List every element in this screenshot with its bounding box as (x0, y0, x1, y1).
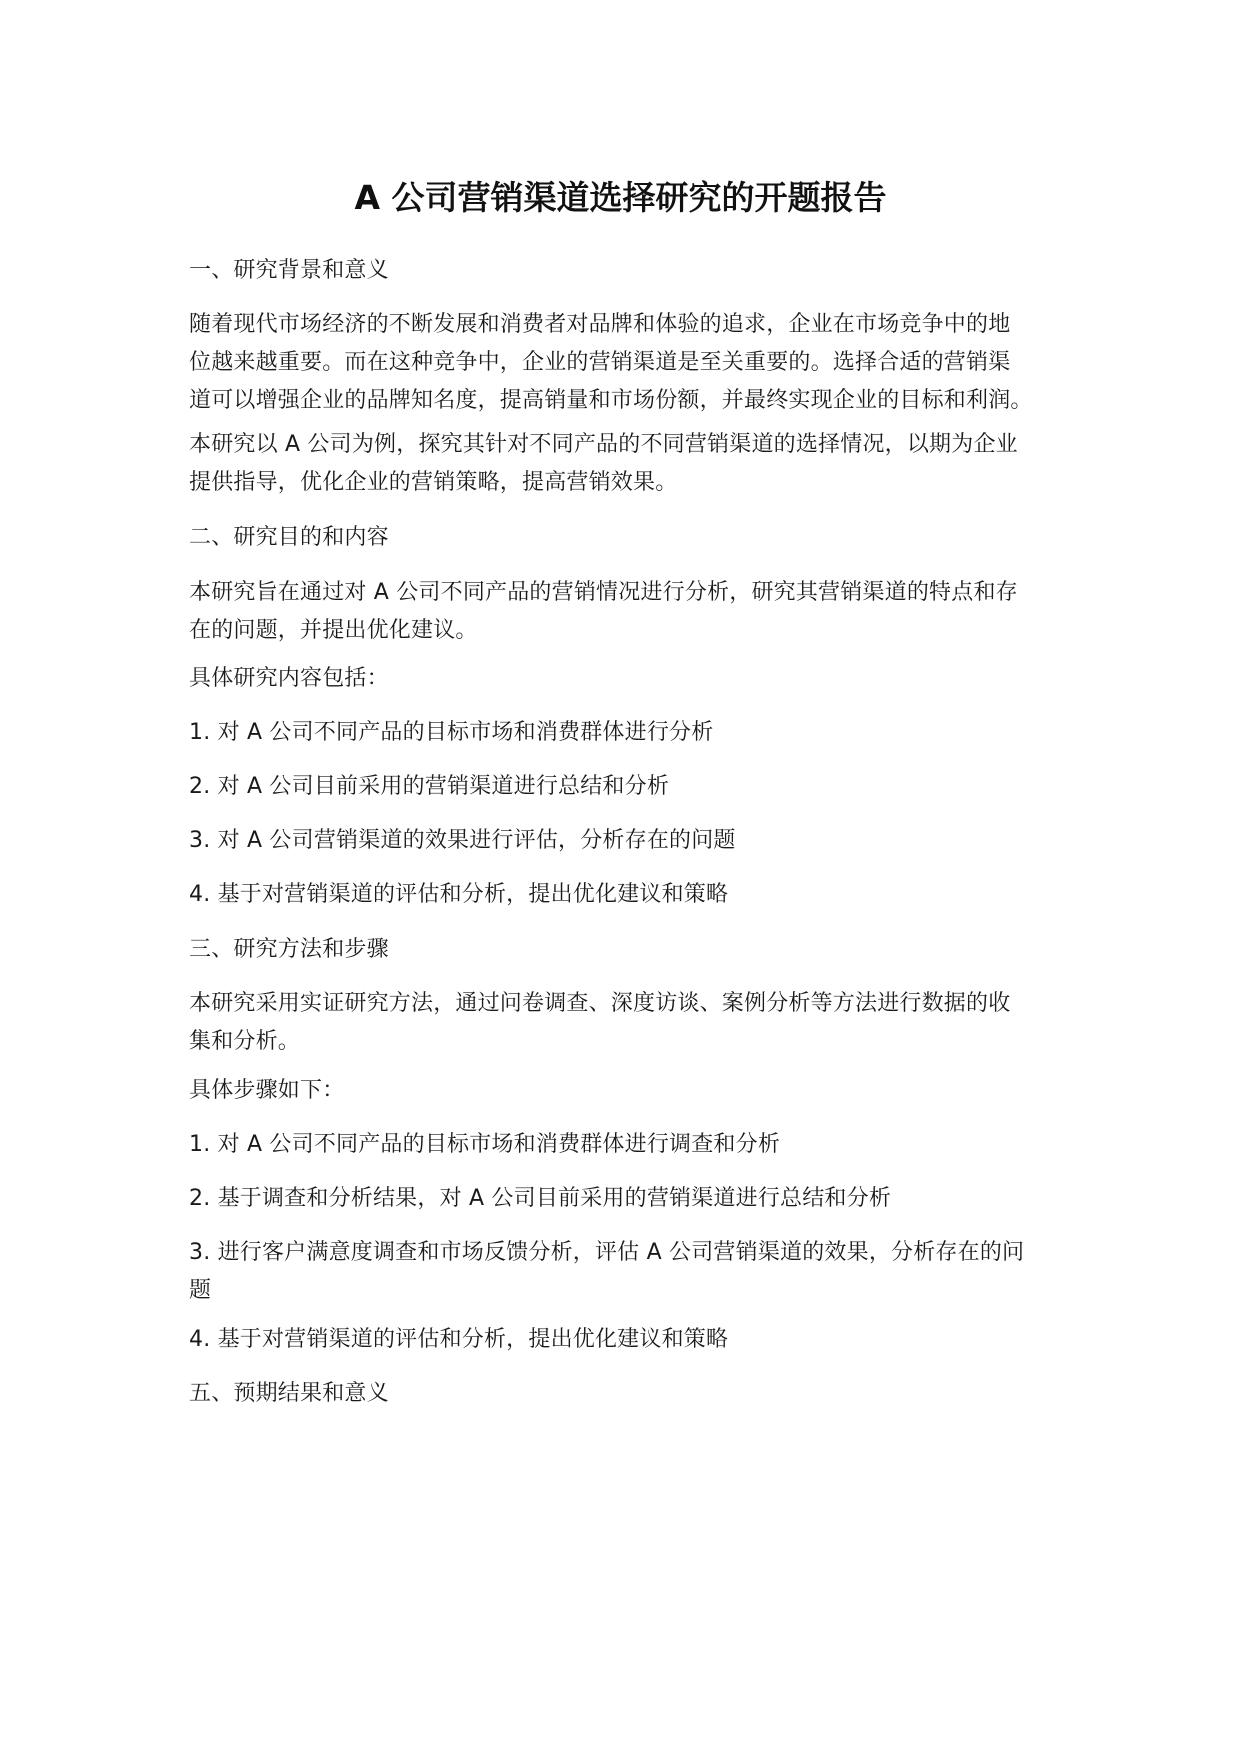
section-heading-background: 一、研究背景和意义 (189, 258, 389, 283)
section-heading-expected-results: 五、预期结果和意义 (189, 1381, 389, 1406)
list-item-step-2: 2. 基于调查和分析结果，对 A 公司目前采用的营销渠道进行总结和分析 (189, 1186, 892, 1211)
paragraph-methods: 本研究采用实证研究方法，通过问卷调查、深度访谈、案例分析等方法进行数据的收 集和分析。 (189, 991, 1011, 1054)
paragraph-background: 随着现代市场经济的不断发展和消费者对品牌和体验的追求，企业在市场竞争中的地 位越来越重要。而在这种竞争中，企业的营销渠道是至关重要的。选择合适的营销渠 道可以增强企业的品牌知名度，提高销量和市场份额，并最终实现企业的目标和利润。 (189, 312, 1033, 413)
list-item-content-3: 3. 对 A 公司营销渠道的效果进行评估，分析存在的问题 (189, 828, 736, 853)
list-item-content-1: 1. 对 A 公司不同产品的目标市场和消费群体进行分析 (189, 720, 714, 745)
paragraph-content-intro: 具体研究内容包括： (189, 666, 389, 691)
paragraph-objectives: 本研究旨在通过对 A 公司不同产品的营销情况进行分析，研究其营销渠道的特点和存 在的问题，并提出优化建议。 (189, 580, 1018, 643)
paragraph-research-scope: 本研究以 A 公司为例，探究其针对不同产品的不同营销渠道的选择情况，以期为企业 提供指导，优化企业的营销策略，提高营销效果。 (189, 432, 1018, 495)
paragraph-steps-intro: 具体步骤如下： (189, 1078, 345, 1103)
list-item-content-2: 2. 对 A 公司目前采用的营销渠道进行总结和分析 (189, 774, 670, 799)
document-title: A 公司营销渠道选择研究的开题报告 (354, 178, 887, 217)
section-heading-methods: 三、研究方法和步骤 (189, 937, 389, 962)
list-item-step-3: 3. 进行客户满意度调查和市场反馈分析，评估 A 公司营销渠道的效果，分析存在的问 题 (189, 1240, 1025, 1303)
list-item-step-1: 1. 对 A 公司不同产品的目标市场和消费群体进行调查和分析 (189, 1132, 781, 1157)
section-heading-objectives: 二、研究目的和内容 (189, 525, 389, 550)
list-item-content-4: 4. 基于对营销渠道的评估和分析，提出优化建议和策略 (189, 882, 729, 907)
list-item-step-4: 4. 基于对营销渠道的评估和分析，提出优化建议和策略 (189, 1327, 729, 1352)
